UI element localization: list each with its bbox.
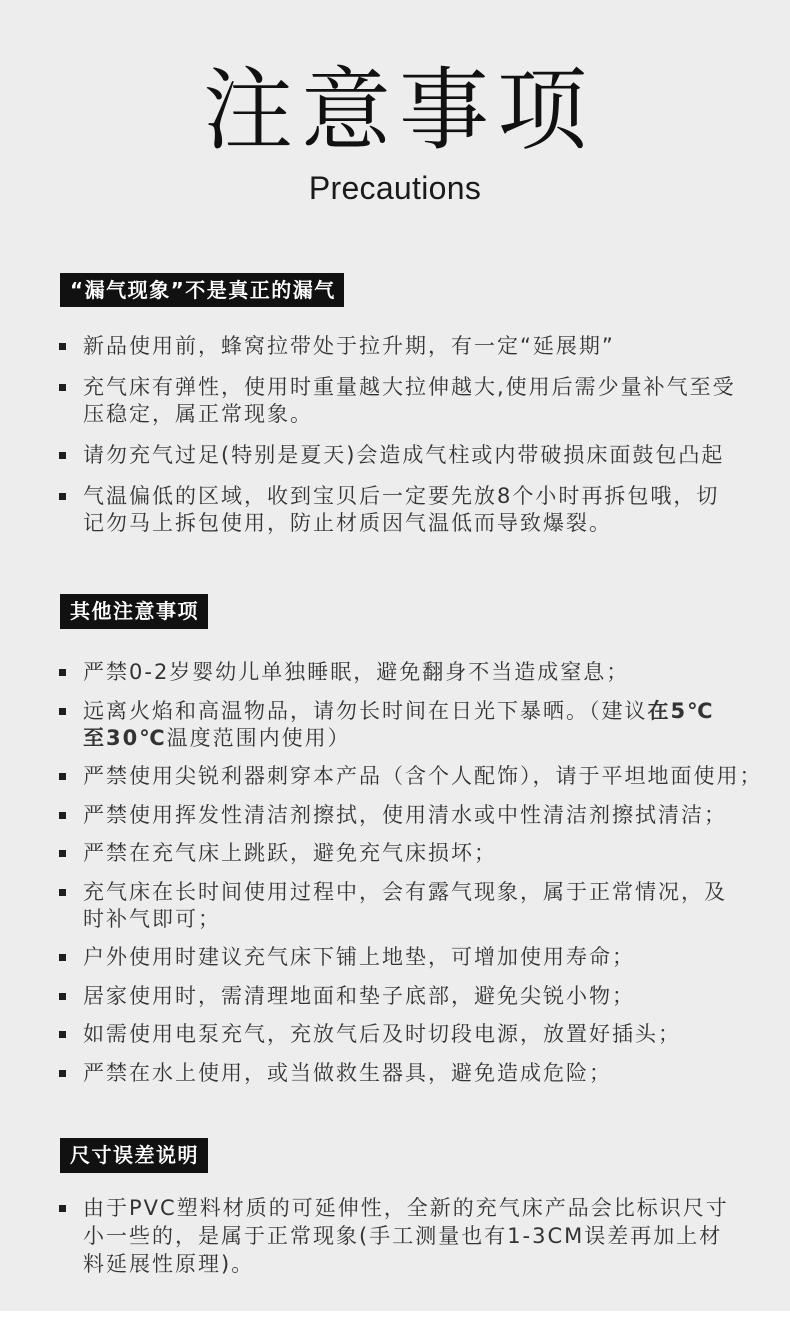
item-text-line: 如需使用电泵充气，充放气后及时切段电源，放置好插头； [83, 1022, 681, 1046]
item-text-line: 请勿充气过足(特别是夏天)会造成气柱或内带破损床面鼓包凸起 [83, 443, 725, 467]
list-item [57, 1060, 790, 1087]
square-bullet-icon [59, 1070, 66, 1077]
list-item [57, 483, 790, 537]
square-bullet-icon [59, 993, 66, 1000]
square-bullet-icon [59, 773, 66, 780]
item-text-line: 严禁使用尖锐利器刺穿本产品（含个人配饰），请于平坦地面使用； [83, 764, 763, 788]
square-bullet-icon [59, 493, 66, 500]
temperature-emphasis: 至30℃ [83, 725, 167, 750]
list-item [57, 840, 790, 867]
square-bullet-icon [59, 1205, 66, 1212]
square-bullet-icon [59, 812, 66, 819]
leak-notes-list [57, 333, 790, 551]
list-item [57, 442, 790, 469]
item-text-line: 料延展性原理)。 [83, 1252, 255, 1276]
square-bullet-icon [59, 1031, 66, 1038]
square-bullet-icon [59, 343, 66, 350]
square-bullet-icon [59, 452, 66, 459]
square-bullet-icon [59, 954, 66, 961]
list-item [57, 983, 790, 1010]
list-item [57, 659, 790, 686]
other-precautions-list [57, 659, 790, 1098]
section-heading-other-precautions: 其他注意事项 [60, 594, 208, 629]
square-bullet-icon [59, 889, 66, 896]
item-text-line [83, 725, 790, 752]
item-text-line: 由于PVC塑料材质的可延伸性，全新的充气床产品会比标识尺寸 [83, 1196, 729, 1220]
square-bullet-icon [59, 669, 66, 676]
item-text-line: 严禁0-2岁婴幼儿单独睡眠，避免翻身不当造成窒息； [83, 660, 630, 684]
item-text-line: 严禁在水上使用，或当做救生器具，避免造成危险； [83, 1060, 612, 1085]
temperature-emphasis: 在5℃ [647, 698, 715, 723]
list-item [57, 374, 790, 428]
list-item [57, 1194, 790, 1278]
item-text-line: 严禁使用挥发性清洁剂擦拭，使用清水或中性清洁剂擦拭清洁； [83, 802, 727, 827]
square-bullet-icon [59, 708, 66, 715]
item-text-line: 压稳定，属正常现象。 [83, 402, 313, 426]
list-item [57, 333, 790, 360]
item-text-line: 新品使用前，蜂窝拉带处于拉升期，有一定“延展期” [83, 334, 615, 358]
item-text-line: 居家使用时，需清理地面和垫子底部，避免尖锐小物； [83, 983, 635, 1008]
item-text-line: 充气床在长时间使用过程中，会有露气现象，属于正常情况，及 [83, 879, 727, 904]
item-text-line: 严禁在充气床上跳跃，避免充气床损坏； [83, 841, 497, 865]
square-bullet-icon [59, 384, 66, 391]
list-item [57, 944, 790, 971]
item-text-line: 户外使用时建议充气床下铺上地垫，可增加使用寿命； [83, 945, 635, 969]
list-item [57, 879, 790, 933]
item-text-line: 小一些的，是属于正常现象(手工测量也有1-3CM误差再加上材 [83, 1224, 723, 1248]
item-text-line: 气温偏低的区域，收到宝贝后一定要先放8个小时再拆包哦，切 [83, 484, 720, 508]
list-item [57, 802, 790, 829]
item-text-line: 时补气即可； [83, 906, 221, 931]
item-text-line [83, 698, 790, 725]
item-text-line: 充气床有弹性，使用时重量越大拉伸越大,使用后需少量补气至受 [83, 375, 736, 399]
item-text-segment: 温度范围内使用） [166, 725, 351, 750]
item-text-line: 记勿马上拆包使用，防止材质因气温低而导致爆裂。 [83, 511, 612, 535]
section-heading-leak-phenomenon: “漏气现象”不是真正的漏气 [60, 273, 344, 307]
section-heading-size-tolerance: 尺寸误差说明 [60, 1138, 208, 1173]
item-text-segment: 远离火焰和高温物品，请勿长时间在日光下暴晒。（建议 [83, 698, 648, 723]
page-subtitle: Precautions [308, 170, 482, 206]
list-item [57, 763, 790, 790]
list-item [57, 1021, 790, 1048]
square-bullet-icon [59, 850, 66, 857]
size-tolerance-list [57, 1194, 790, 1278]
list-item [57, 698, 790, 752]
page-title: 注意事项 [203, 58, 595, 163]
